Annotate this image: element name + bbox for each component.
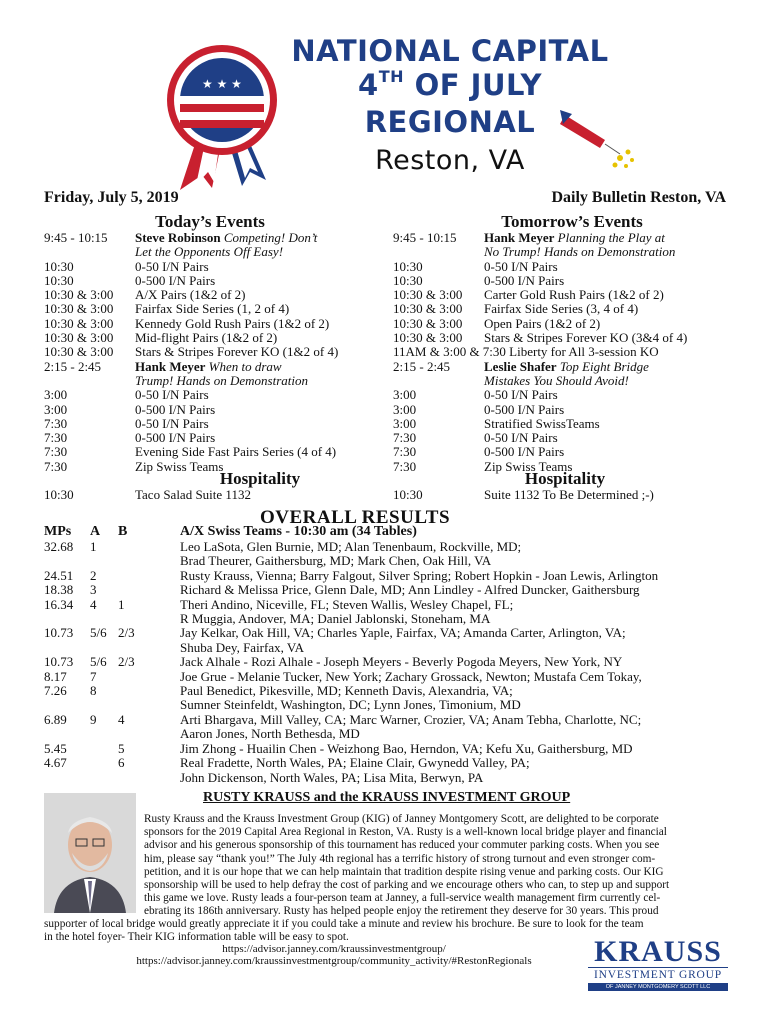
event-name: Kennedy Gold Rush Pairs (1&2 of 2) [135,315,330,331]
kig-body-line: petition, and it is our hope that we can help maintain that tradition despite rising venue and parking costs. Our KIG [144,865,664,878]
results-names: Aaron Jones, North Bethesda, MD [180,726,360,742]
kig-body-line: in the hotel foyer- Their KIG information table will be easy to spot. [44,931,349,944]
event-row [44,288,384,302]
event-time [44,374,135,388]
event-time: 10:30 & 3:00 [393,301,463,317]
event-row [44,431,384,445]
results-b: 1 [118,596,125,612]
event-desc [484,274,564,288]
event-row [44,302,384,316]
results-a [90,742,118,756]
event-row [393,260,733,274]
event-desc [135,403,215,417]
event-desc [135,360,282,374]
results-b: 2/3 [118,654,135,670]
svg-text:★ ★ ★: ★ ★ ★ [202,77,242,91]
event-time: 2:15 - 2:45 [44,358,102,374]
event-desc [484,360,649,374]
event-name: Evening Side Fast Pairs Series (4 of 4) [135,444,337,460]
event-row [44,388,384,402]
event-time: 7:30 [44,458,68,474]
kig-heading: RUSTY KRAUSS and the KRAUSS INVESTMENT GROUP [203,790,571,805]
results-b [118,554,180,568]
results-row [44,756,734,770]
results-row [44,612,734,626]
event-row [44,245,384,259]
event-note: Trump! Hands on Demonstration [135,372,308,388]
event-time: 3:00 [393,387,417,403]
results-mps: 16.34 [44,596,74,612]
results-a: 8 [90,683,97,699]
results-row [44,713,734,727]
results-row [44,598,734,612]
results-row [44,698,734,712]
event-name: 0-500 I/N Pairs [484,444,565,460]
event-note: When to draw [208,358,282,374]
results-mps: 6.89 [44,711,67,727]
results-mps: 10.73 [44,654,74,670]
results-mps [44,612,90,626]
results-col-mps: MPs [44,524,72,539]
results-a: 5/6 [90,625,107,641]
tomorrow-hospitality-row [393,488,733,502]
tomorrow-heading: Tomorrow’s Events [501,212,643,231]
event-desc [484,445,564,459]
event-time: 7:30 [393,458,417,474]
results-mps [44,641,90,655]
event-time: 3:00 [44,401,68,417]
event-time: 10:30 [44,272,74,288]
event-row [393,274,733,288]
event-note: Competing! Don’t [223,230,318,245]
results-a: 2 [90,567,97,583]
event-desc [484,231,665,245]
event-desc [484,431,558,445]
event-desc [484,374,629,388]
results-names: Real Fradette, North Wales, PA; Elaine Clair, Gwynedd Valley, PA; [180,755,530,771]
event-row [44,260,384,274]
event-time: 10:30 [393,258,423,274]
results-a [90,756,118,770]
event-name: Stars & Stripes Forever KO (1&2 of 4) [135,344,339,360]
event-note: Mistakes You Should Avoid! [484,372,629,388]
event-row [44,403,384,417]
event-name: Fairfax Side Series (3, 4 of 4) [484,301,639,317]
event-time: 3:00 [393,401,417,417]
event-desc [135,260,209,274]
bulletin-label: Daily Bulletin Reston, VA [551,189,726,206]
event-note: Let the Opponents Off Easy! [135,244,284,260]
event-time: 9:45 - 10:15 [44,230,108,245]
today-events [44,231,384,474]
today-hospitality-heading: Hospitality [219,469,301,488]
event-row [393,317,733,331]
krauss-logo [588,937,728,991]
results-b: 6 [118,755,125,771]
results-b [118,698,180,712]
results-row [44,641,734,655]
kig-body-line: ebrating its 186th anniversary. Rusty has helped people enjoy the retirement they deserve for 30 years. This proud [144,905,659,918]
results-a: 4 [90,596,97,612]
kig-body-line: advisor and his generous sponsorship of this tournament has reduced your commuter parking costs. When you see [144,839,660,852]
event-full: 11AM & 3:00 & 7:30 Liberty for All 3-session KO [393,344,659,360]
event-row [44,274,384,288]
kig-body-line: sponsorship will be used to help defray the cost of parking and we encourage others who can, to step up and support [144,879,670,892]
event-desc [135,345,338,359]
results-a: 3 [90,582,97,598]
event-row [44,445,384,459]
event-row [44,331,384,345]
event-name: Carter Gold Rush Pairs (1&2 of 2) [484,287,664,303]
kig-body-line: supporter of local bridge would greatly appreciate it if you could take a minute and review his brochure. Be sure to look for the team [44,918,644,930]
event-name: A/X Pairs (1&2 of 2) [135,287,246,303]
event-row [44,317,384,331]
event-time: 7:30 [44,415,68,431]
event-desc [135,388,209,402]
event-time: 10:30 [393,272,423,288]
event-time: 10:30 [44,258,74,274]
event-time: 7:30 [44,444,68,460]
event-desc [135,288,246,302]
tomorrow-hospitality-heading: Hospitality [524,469,606,488]
kig-body-line: Rusty Krauss and the Krauss Investment Group (KIG) of Janney Montgomery Scott, are delighted to be corporate [144,813,659,825]
event-time: 10:30 & 3:00 [44,344,114,360]
krauss-logo-tag: OF JANNEY MONTGOMERY SCOTT LLC [588,983,728,991]
kig-url-2[interactable]: https://advisor.janney.com/kraussinvestmentgroup/community_activity/#RestonRegionals [136,955,532,967]
event-desc [484,288,664,302]
event-row [393,431,733,445]
event-row [393,374,733,388]
event-presenter: Hank Meyer [135,358,206,374]
event-desc [135,417,209,431]
event-row [44,374,384,388]
bulletin-date: Friday, July 5, 2019 [44,189,179,206]
event-name: 0-50 I/N Pairs [484,258,558,274]
results-row [44,684,734,698]
tomorrow-hospitality-time: 10:30 [393,487,423,502]
rusty-krauss-photo [44,793,136,913]
event-desc [484,260,558,274]
kig-body-line: him, please say “thank you!” The July 4th regional has a terrific history of strong turnout and even stronger com- [144,852,656,865]
title-number: 4 [358,68,379,102]
today-hospitality-text: Taco Salad Suite 1132 [135,487,251,502]
results-mps [44,771,90,785]
results-names: Shuba Dey, Fairfax, VA [180,639,304,655]
event-name: Mid-flight Pairs (1&2 of 2) [135,330,278,346]
event-row [393,288,733,302]
title-ordinal: TH [378,67,405,87]
event-desc [484,388,558,402]
results-row [44,771,734,785]
results-row [44,583,734,597]
results-names: Theri Andino, Niceville, FL; Steven Wallis, Wesley Chapel, FL; [180,596,514,612]
event-name: 0-50 I/N Pairs [135,415,209,431]
today-hospitality-time: 10:30 [44,487,74,502]
event-name: Stratified SwissTeams [484,415,600,431]
results-b [118,684,180,698]
results-b [118,727,180,741]
event-desc [135,245,283,259]
event-desc [484,403,564,417]
event-name: 0-50 I/N Pairs [484,430,558,446]
location: Reston, VA [375,145,525,176]
kig-url-1[interactable]: https://advisor.janney.com/kraussinvestmentgroup/ [222,943,446,955]
event-desc [484,331,687,345]
event-row [393,445,733,459]
event-row [393,388,733,402]
event-presenter: Hank Meyer [484,230,555,245]
event-desc [484,417,600,431]
results-names: Brad Theurer, Gaithersburg, MD; Mark Chen, Oak Hill, VA [180,553,492,569]
event-row [393,302,733,316]
overall-results-heading: OVERALL RESULTS [260,507,451,528]
title-july: OF JULY [404,68,542,102]
results-names: Richard & Melissa Price, Glenn Dale, MD; Ann Lindley - Alfred Duncker, Gaithersburg [180,582,640,598]
results-a [90,771,118,785]
results-mps [44,727,90,741]
event-presenter: Steve Robinson [135,230,221,245]
event-desc [135,302,289,316]
results-mps: 10.73 [44,625,74,641]
results-a: 1 [90,539,97,554]
results-a [90,698,118,712]
event-desc [484,245,675,259]
event-name: Fairfax Side Series (1, 2 of 4) [135,301,290,317]
event-time [393,245,484,259]
results-mps: 4.67 [44,755,67,771]
results-mps: 24.51 [44,567,74,583]
kig-body-line: this game we love. Rusty leads a four-person team at Janney, a full-service wealth management firm currently cel- [144,892,661,905]
tomorrow-hospitality-text: Suite 1132 To Be Determined ;-) [484,487,654,502]
results-b [118,612,180,626]
title-line-2 [250,68,650,102]
results-row [44,670,734,684]
kig-body [144,813,728,919]
results-names: Jack Alhale - Rozi Alhale - Joseph Meyers - Beverly Pogoda Meyers, New York, NY [180,654,623,670]
results-row [44,727,734,741]
results-event-title: A/X Swiss Teams - 10:30 am (34 Tables) [180,524,417,539]
event-time: 9:45 - 10:15 [393,230,457,245]
event-name: 0-500 I/N Pairs [484,272,565,288]
event-desc [135,431,215,445]
results-mps: 7.26 [44,683,67,699]
results-row [44,569,734,583]
results-names: R Muggia, Andover, MA; Daniel Jablonski, Stoneham, MA [180,611,491,627]
results-row [44,626,734,640]
results-b: 5 [118,740,125,756]
title-line-1: NATIONAL CAPITAL [291,34,609,68]
results-row [44,742,734,756]
results-col-b: B [118,524,128,539]
results-names: Joe Grue - Melanie Tucker, New York; Zachary Grossack, Newton; Mustafa Cem Tokay, [180,668,642,684]
event-row [393,245,733,259]
event-time: 10:30 & 3:00 [44,315,114,331]
results-b: 2/3 [118,625,135,641]
results-b [118,569,180,583]
results-a [90,612,118,626]
results-a: 5/6 [90,654,107,670]
event-row [393,417,733,431]
event-time: 3:00 [44,387,68,403]
results-mps [44,554,90,568]
event-time: 10:30 & 3:00 [44,330,114,346]
results-names: Leo LaSota, Glen Burnie, MD; Alan Tenenbaum, Rockville, MD; [180,539,522,554]
results-b [118,670,180,684]
event-desc [135,331,277,345]
event-time [44,245,135,259]
event-row [44,231,384,245]
results-b [118,540,180,554]
results-a [90,641,118,655]
results-names: Paul Benedict, Pikesville, MD; Kenneth Davis, Alexandria, VA; [180,683,513,699]
kig-body-line: sponsors for the 2019 Capital Area Regional in Reston, VA. Rusty is a well-known local bridge player and financial [144,826,667,839]
event-name: Stars & Stripes Forever KO (3&4 of 4) [484,330,688,346]
event-desc [484,302,638,316]
results-table [44,540,734,785]
event-time: 2:15 - 2:45 [393,358,451,374]
event-time: 10:30 & 3:00 [393,315,463,331]
event-time: 7:30 [393,430,417,446]
results-row [44,540,734,554]
event-row [393,331,733,345]
event-name: 0-500 I/N Pairs [135,430,216,446]
event-time: 10:30 & 3:00 [393,287,463,303]
event-name: Zip Swiss Teams [484,458,573,474]
event-name: 0-500 I/N Pairs [135,401,216,417]
results-names: John Dickenson, North Wales, PA; Lisa Mita, Berwyn, PA [180,769,484,785]
results-a [90,727,118,741]
event-time: 7:30 [44,430,68,446]
event-time: 10:30 & 3:00 [44,287,114,303]
event-name: 0-50 I/N Pairs [135,387,209,403]
title-line-3: REGIONAL [364,105,536,139]
results-b [118,583,180,597]
event-time [393,374,484,388]
event-row [393,360,733,374]
event-desc [135,317,329,331]
results-b [118,641,180,655]
event-name: Zip Swiss Teams [135,458,224,474]
event-note: Planning the Play at [557,230,665,245]
today-hospitality-row [44,488,384,502]
results-col-a: A [90,524,101,539]
event-row [44,345,384,359]
event-desc [135,231,317,245]
results-names: Jay Kelkar, Oak Hill, VA; Charles Yaple, Fairfax, VA; Amanda Carter, Arlington, VA; [180,625,626,641]
event-time: 7:30 [393,444,417,460]
results-names: Arti Bhargava, Mill Valley, CA; Marc Warner, Crozier, VA; Anam Tebha, Charlotte, NC; [180,711,642,727]
event-note: Top Eight Bridge [559,358,649,374]
event-time: 10:30 & 3:00 [393,330,463,346]
event-row [393,345,733,359]
results-a: 9 [90,711,97,727]
results-mps [44,698,90,712]
event-name: 0-50 I/N Pairs [135,258,209,274]
event-name: 0-50 I/N Pairs [484,387,558,403]
results-names: Jim Zhong - Huailin Chen - Weizhong Bao, Herndon, VA; Kefu Xu, Gaithersburg, MD [180,740,633,756]
results-b [118,771,180,785]
krauss-logo-main: KRAUSS [594,935,722,968]
event-note: No Trump! Hands on Demonstration [484,244,676,260]
event-name: 0-500 I/N Pairs [484,401,565,417]
results-a [90,554,118,568]
event-desc [135,374,308,388]
results-mps: 18.38 [44,582,74,598]
results-mps: 5.45 [44,740,67,756]
event-time: 3:00 [393,415,417,431]
event-desc [135,445,336,459]
event-row [393,403,733,417]
tomorrow-events [393,231,733,474]
results-a: 7 [90,668,97,684]
results-names: Rusty Krauss, Vienna; Barry Falgout, Silver Spring; Robert Hopkin - Joan Lewis, Arlington [180,567,659,583]
event-time: 10:30 & 3:00 [44,301,114,317]
results-row [44,655,734,669]
results-row [44,554,734,568]
event-row [393,231,733,245]
results-mps: 32.68 [44,539,74,554]
event-row [44,417,384,431]
results-b: 4 [118,711,125,727]
event-name: Open Pairs (1&2 of 2) [484,315,601,331]
krauss-logo-sub: INVESTMENT GROUP [588,967,728,981]
results-names: Sumner Steinfeldt, Washington, DC; Lynn Jones, Timonium, MD [180,697,521,713]
event-desc [484,317,600,331]
event-presenter: Leslie Shafer [484,358,557,374]
today-heading: Today’s Events [155,212,265,231]
results-mps: 8.17 [44,668,67,684]
event-name: 0-500 I/N Pairs [135,272,216,288]
event-desc [135,274,215,288]
event-row [44,360,384,374]
